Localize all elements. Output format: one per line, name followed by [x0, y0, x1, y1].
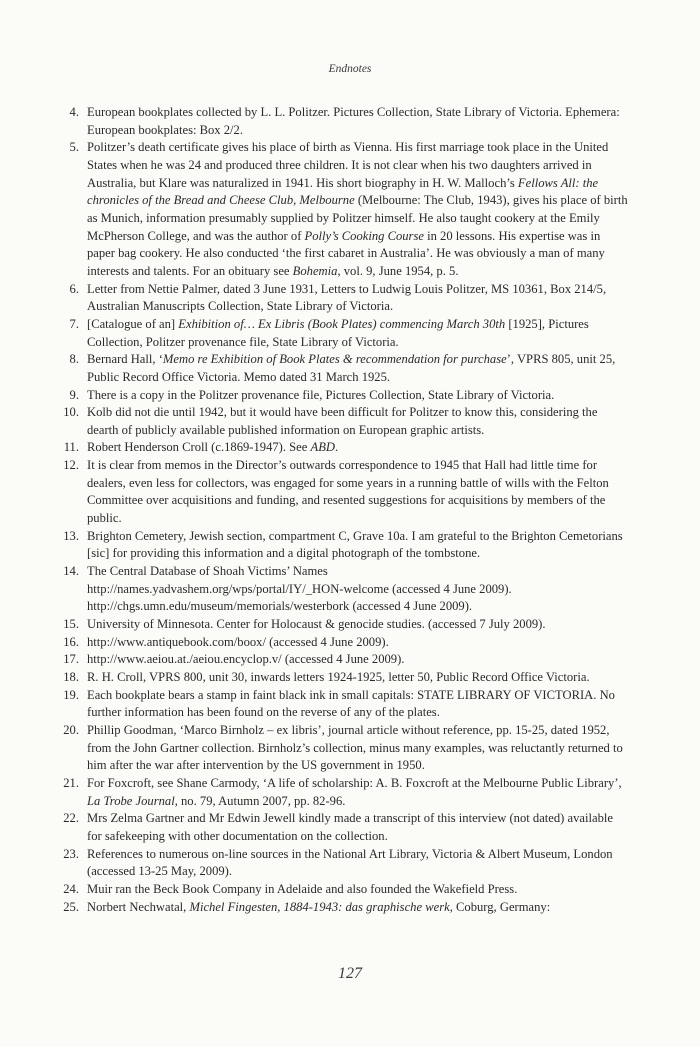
endnote-number: 23.	[63, 846, 79, 861]
endnote-number: 5.	[69, 140, 79, 155]
endnote-text	[87, 811, 613, 843]
endnote-text	[87, 388, 554, 402]
endnote-number: 15.	[63, 617, 79, 632]
text-run: The Central Database of Shoah Victims’ Names	[87, 564, 328, 579]
italic-title: ABD	[310, 440, 335, 455]
endnote-item	[60, 846, 628, 881]
endnote-number: 12.	[63, 458, 79, 473]
endnote-text	[87, 882, 517, 896]
text-run: Robert Henderson Croll (c.1869-1947). See	[87, 440, 311, 455]
endnote-number: 8.	[69, 352, 79, 367]
text-run: http://names.yadvashem.org/wps/portal/IY/_HON-welcome (accessed 4 June 2009).	[87, 581, 512, 596]
endnote-text	[87, 670, 590, 684]
text-run: References to numerous on-line sources in the National Art Library, Victoria & Albert Museum, London (accessed 13-25 May, 2009).	[87, 846, 613, 879]
endnote-item	[60, 139, 628, 280]
text-run: Kolb did not die until 1942, but it would have been difficult for Politzer to know this, considering the dearth of publicly available published information on European graphic artists.	[87, 405, 598, 437]
endnote-item	[60, 457, 628, 528]
endnote-item	[60, 669, 628, 687]
endnote-number: 11.	[63, 440, 79, 455]
text-run: http://chgs.umn.edu/museum/memorials/westerbork (accessed 4 June 2009).	[87, 599, 473, 614]
endnote-item	[60, 722, 628, 775]
endnote-text	[87, 440, 338, 454]
text-run: Mrs Zelma Gartner and Mr Edwin Jewell kindly made a transcript of this interview (not dated) available for safekeeping with other documentation on the collection.	[87, 811, 613, 843]
endnote-text	[87, 317, 589, 349]
endnote-item	[60, 351, 628, 386]
endnote-number: 17.	[63, 652, 79, 667]
endnote-text	[87, 405, 597, 437]
italic-title: Polly’s Cooking Course	[304, 228, 424, 243]
endnote-item	[60, 634, 628, 652]
endnote-number: 16.	[63, 634, 79, 649]
endnote-text	[87, 282, 606, 314]
text-run: [Catalogue of an]	[87, 316, 179, 331]
text-run: Each bookplate bears a stamp in faint black ink in small capitals: STATE LIBRARY OF VICTORIA. No further information has been found on the reverse of any of the plates.	[87, 687, 615, 720]
endnote-item	[60, 439, 628, 457]
text-run: ’, VPRS 805, unit 25, Public Record Office Victoria. Memo dated 31 March 1925.	[87, 352, 616, 384]
endnote-number: 10.	[63, 405, 79, 420]
text-run: European bookplates collected by L. L. Politzer. Pictures Collection, State Library of Victoria. Ephemera: European bookplates: Box 2/2.	[87, 105, 620, 137]
endnote-number: 9.	[69, 387, 79, 402]
endnote-text	[87, 723, 623, 772]
italic-title: Fellows All: the chronicles of the Bread and Cheese Club, Melbourne	[87, 175, 599, 208]
endnote-text	[87, 847, 613, 879]
text-run: Bernard Hall, ‘	[87, 352, 163, 367]
endnote-item	[60, 899, 628, 917]
text-run: , no. 79, Autumn 2007, pp. 82-96.	[174, 793, 346, 808]
italic-title: Michel Fingesten, 1884-1943: das graphische werk	[189, 899, 450, 914]
text-run: Brighton Cemetery, Jewish section, compartment C, Grave 10a. I am grateful to the Brighton Cemetorians [sic] for providing this information and a digital photograph of the tombstone.	[87, 528, 623, 561]
endnote-number: 18.	[63, 670, 79, 684]
endnote-number: 13.	[63, 528, 79, 543]
text-run: , vol. 9, June 1954, p. 5.	[337, 263, 459, 278]
endnote-text	[87, 776, 622, 808]
italic-title: Bohemia	[292, 263, 338, 278]
text-run: Letter from Nettie Palmer, dated 3 June 1931, Letters to Ludwig Louis Politzer, MS 10361, Box 214/5, Australian Manuscripts Collection, State Library of Victoria.	[87, 281, 607, 314]
text-run: It is clear from memos in the Director’s outwards correspondence to 1945 that Hall had little time for dealers, even less for collectors, was engaged for some years in a running battle of wills with the Felton Committee over acquisitions and funding, and resented suggestions for acquisitions by members of the public.	[87, 458, 609, 526]
endnote-number: 20.	[63, 722, 79, 737]
endnote-text	[87, 688, 615, 720]
endnote-item	[60, 687, 628, 722]
endnote-item	[60, 563, 628, 616]
endnote-number: 24.	[63, 881, 79, 896]
endnote-number: 6.	[69, 281, 79, 296]
text-run: in 20 lessons. His expertise was in paper bag cookery. He also conducted ‘the first cabaret in Australia’. He was obviously a man of many interests and talents. For an obituary see	[87, 228, 605, 278]
endnote-item	[60, 528, 628, 563]
text-run: Norbert Nechwatal,	[87, 899, 190, 914]
endnote-item	[60, 316, 628, 351]
text-run: , Coburg, Germany:	[449, 899, 551, 914]
endnote-text	[87, 458, 609, 525]
endnote-text	[87, 352, 615, 384]
text-run: Politzer’s death certificate gives his place of birth as Vienna. His first marriage took place in the United States when he was 24 and produced three children. It is not clear when his two daughters arrived in Australia, but Klare was naturalized in 1941. His short biography in H. W. Malloch’s	[87, 140, 609, 190]
endnotes-list	[60, 104, 628, 916]
text-run: .	[334, 440, 339, 455]
endnote-item	[60, 775, 628, 810]
italic-title: Exhibition of… Ex Libris (Book Plates) commencing March 30th	[178, 316, 506, 331]
endnote-text	[87, 529, 623, 561]
italic-title: La Trobe Journal	[87, 793, 175, 808]
endnote-number: 21.	[63, 775, 79, 790]
endnote-text	[87, 105, 620, 137]
text-run: http://www.antiquebook.com/boox/ (accessed 4 June 2009).	[87, 634, 389, 649]
endnote-text	[87, 635, 389, 649]
text-run: (Melbourne: The Club, 1943), gives his place of birth as Munich, information presumably supplied by Politzer himself. He also taught cookery at the Emily McPherson College, and was the author of	[87, 193, 628, 243]
endnote-item	[60, 616, 628, 634]
endnote-item	[60, 387, 628, 405]
endnote-number: 4.	[69, 105, 79, 119]
text-run: University of Minnesota. Center for Holocaust & genocide studies. (accessed 7 July 2009).	[87, 617, 546, 632]
endnote-number: 14.	[63, 564, 79, 579]
endnote-item	[60, 651, 628, 669]
endnote-text	[87, 652, 404, 666]
endnote-number: 22.	[63, 811, 79, 826]
endnote-number: 7.	[69, 316, 79, 331]
text-run: Phillip Goodman, ‘Marco Birnholz – ex libris’, journal article without reference, pp. 15-25, dated 1952, from the John Gartner collection. Birnholz’s collection, minus many examples, was reluctantly returned to him after the war after intervention by the US government in 1950.	[87, 722, 623, 773]
text-run: There is a copy in the Politzer provenance file, Pictures Collection, State Library of Victoria.	[87, 387, 555, 402]
endnote-number: 25.	[63, 899, 79, 914]
text-run: For Foxcroft, see Shane Carmody, ‘A life of scholarship: A. B. Foxcroft at the Melbourne Public Library’,	[87, 775, 622, 790]
text-run: http://www.aeiou.at./aeiou.encyclop.v/ (accessed 4 June 2009).	[87, 652, 405, 667]
italic-title: Memo re Exhibition of Book Plates & recommendation for purchase	[162, 352, 507, 367]
endnote-number: 19.	[63, 687, 79, 702]
endnote-item	[60, 881, 628, 899]
endnote-text	[87, 617, 546, 631]
endnote-item	[60, 810, 628, 845]
text-run: Muir ran the Beck Book Company in Adelaide and also founded the Wakefield Press.	[87, 881, 518, 896]
endnote-text	[87, 140, 628, 278]
text-run: R. H. Croll, VPRS 800, unit 30, inwards letters 1924-1925, letter 50, Public Record Office Victoria.	[87, 670, 590, 684]
running-head: Endnotes	[328, 63, 372, 75]
endnote-text	[87, 564, 512, 613]
endnote-item	[60, 104, 628, 139]
endnote-item	[60, 404, 628, 439]
text-run: [1925], Pictures Collection, Politzer provenance file, State Library of Victoria.	[87, 316, 589, 349]
page-number: 127	[338, 965, 362, 982]
endnote-item	[60, 281, 628, 316]
endnote-text	[87, 900, 550, 914]
